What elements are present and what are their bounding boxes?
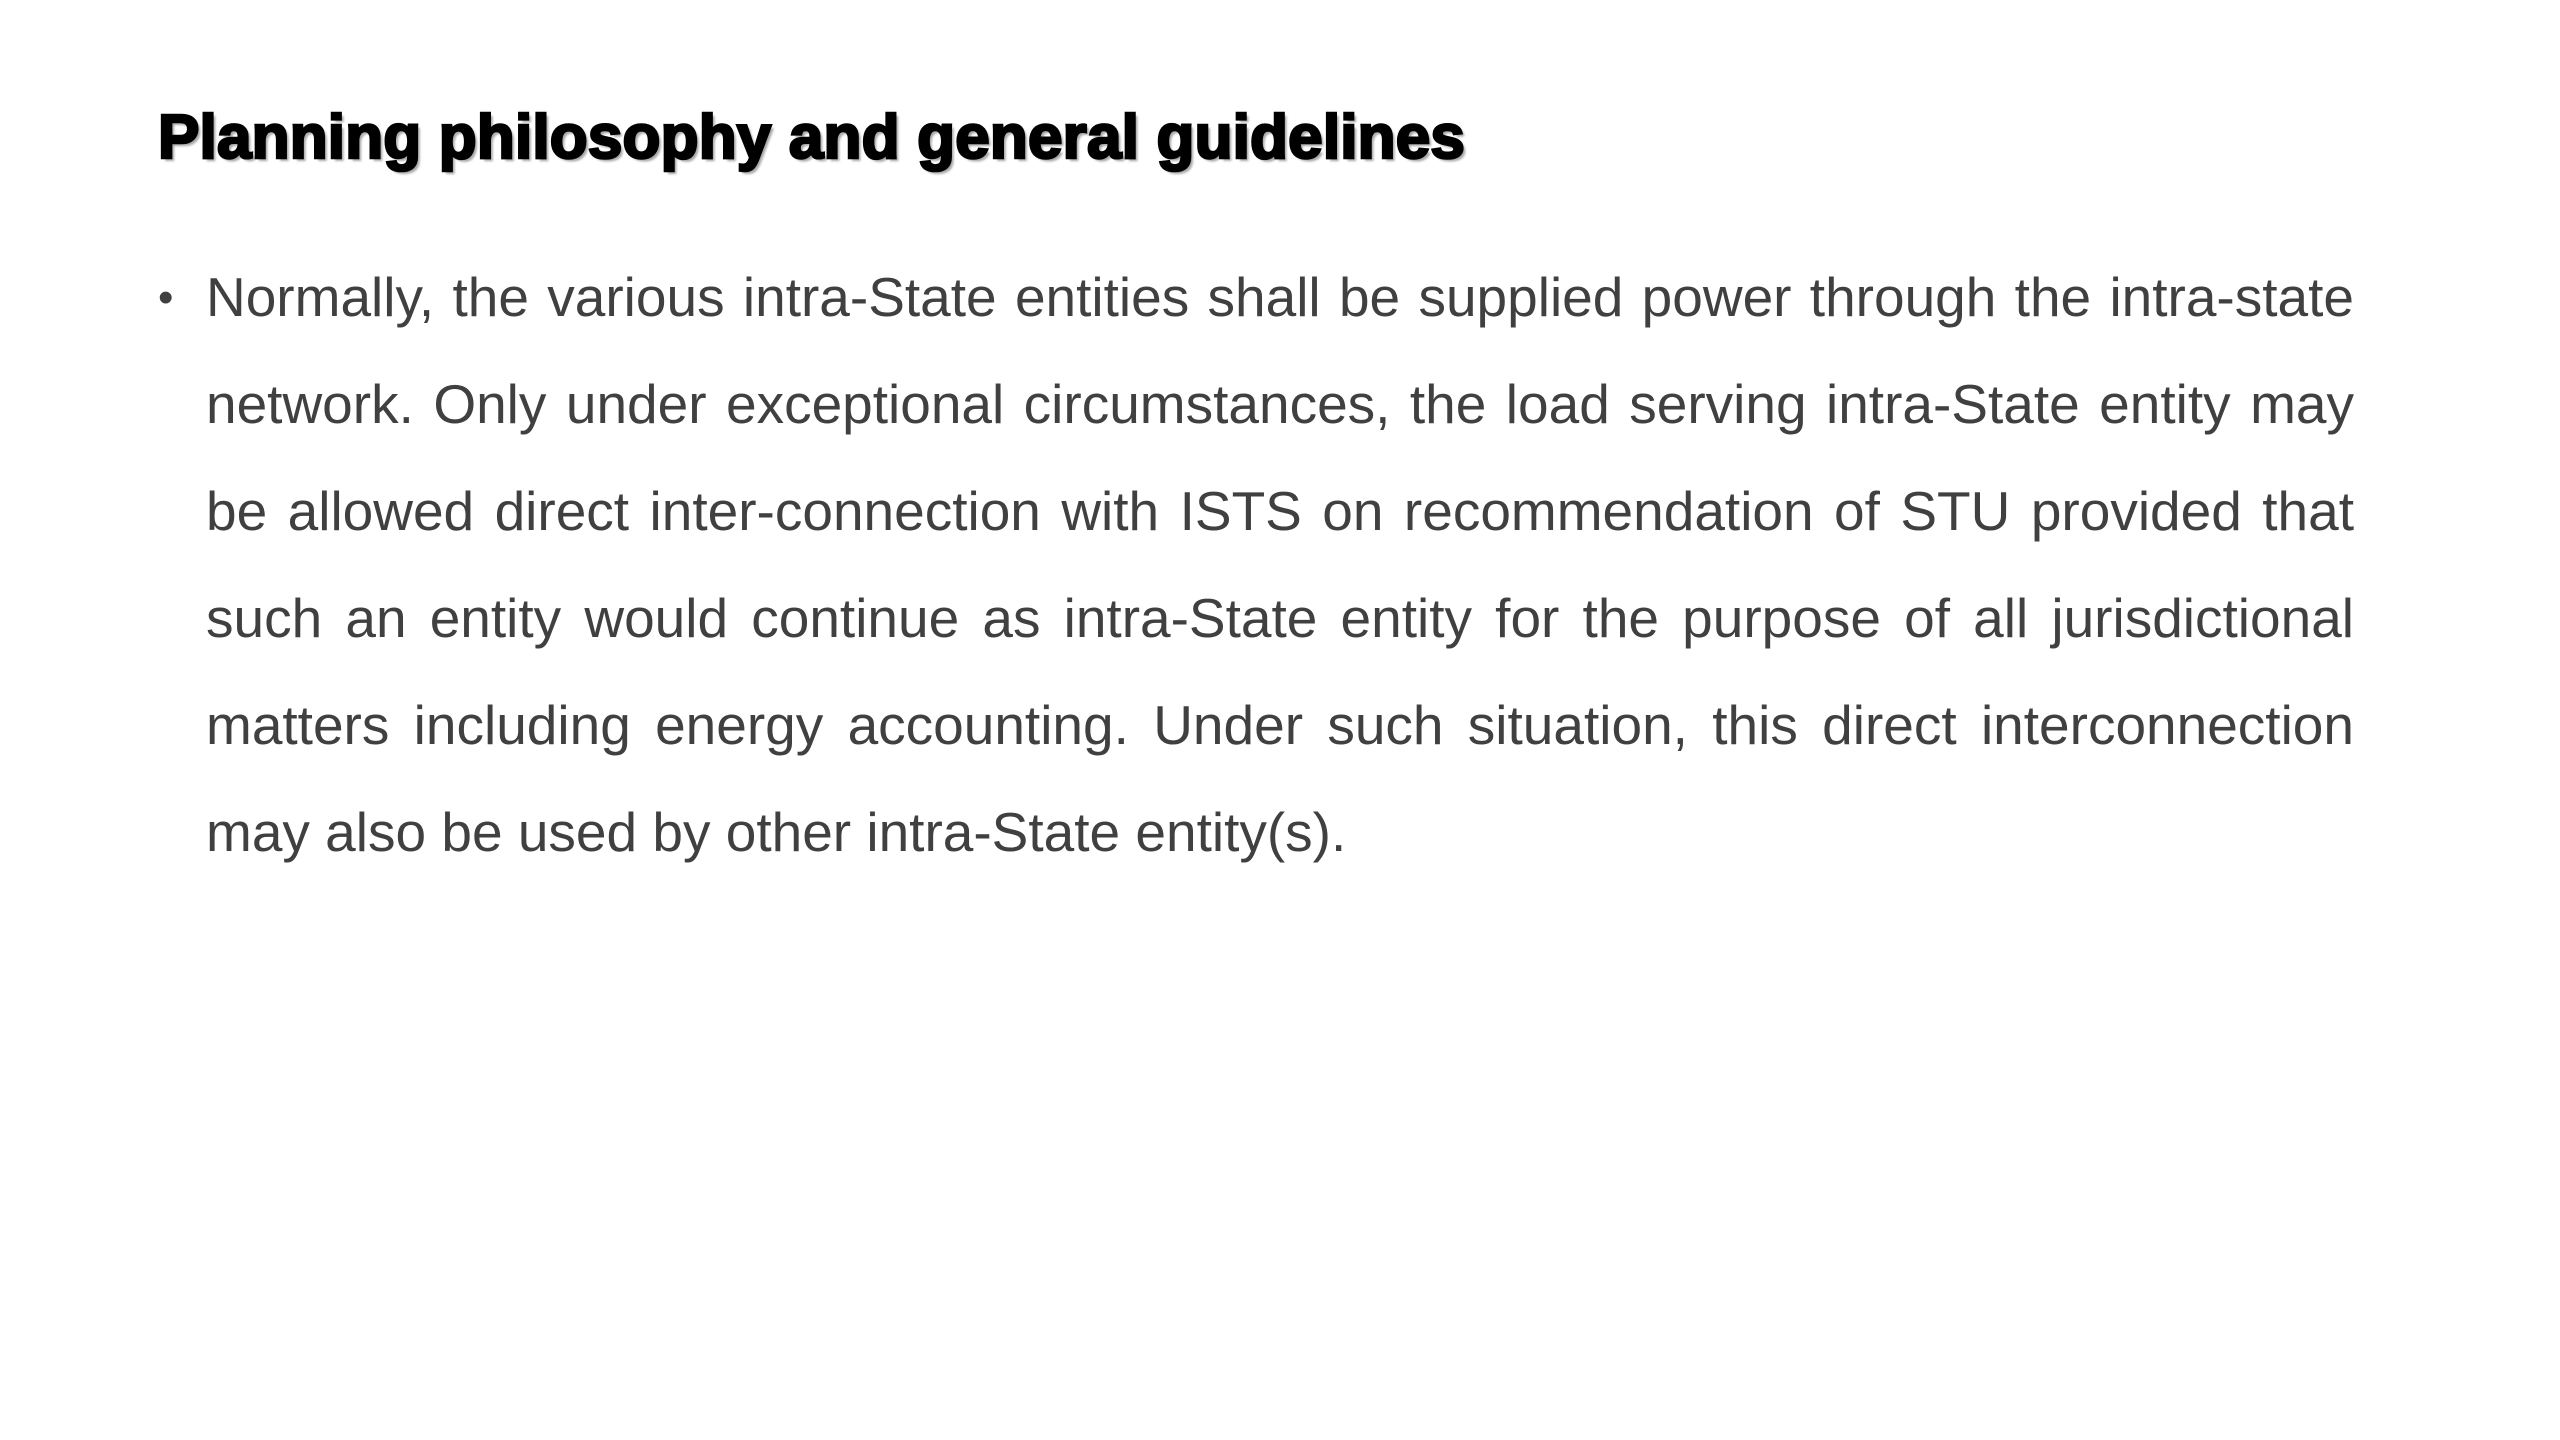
bullet-list <box>158 244 2354 886</box>
bullet-item <box>158 244 2354 886</box>
slide-title: Planning philosophy and general guidelines <box>158 103 1466 172</box>
bullet-marker: • <box>158 273 174 322</box>
bullet-text: Normally, the various intra-State entities shall be supplied power through the intra-state network. Only under exceptional circumstances, the load serving intra-State entity may be allowed direct inter-connection with ISTS on recommendation of STU provided that such an entity would continue as intra-State entity for the purpose of all jurisdictional matters including energy accounting. Under such situation, this direct interconnection may also be used by other intra-State entity(s). <box>206 266 2354 863</box>
